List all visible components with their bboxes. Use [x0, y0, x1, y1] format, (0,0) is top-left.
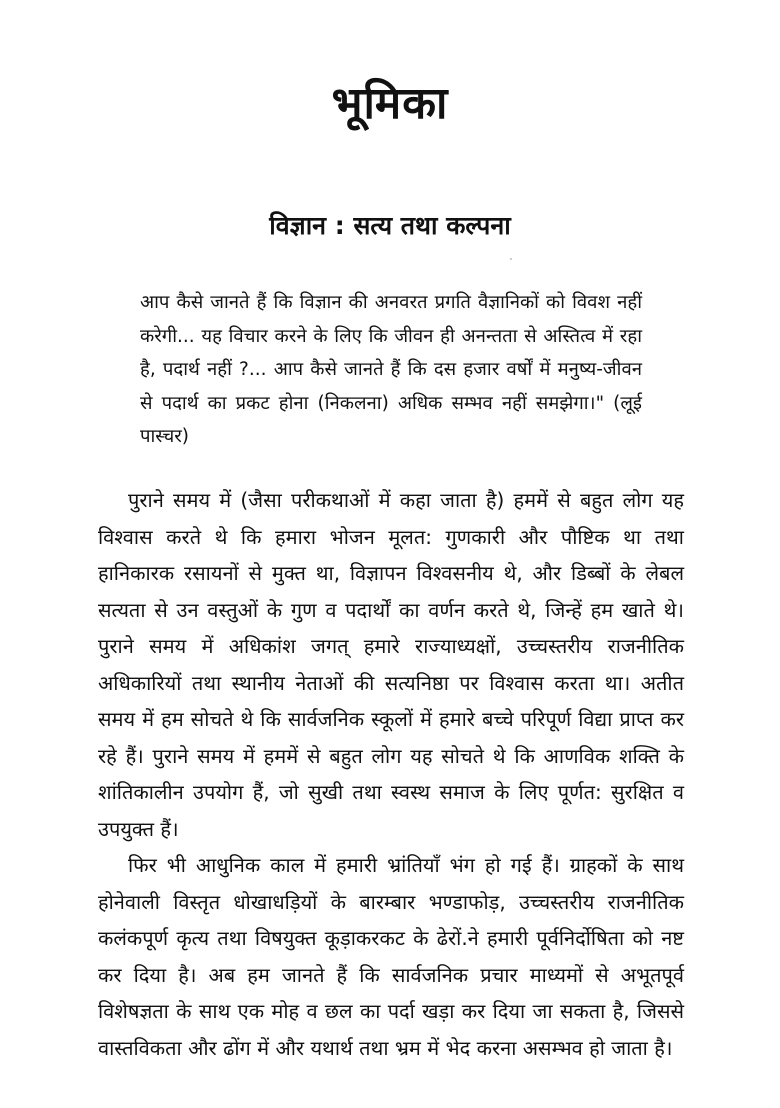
section-subtitle: विज्ञान : सत्य तथा कल्पना	[269, 211, 511, 240]
print-speck	[510, 258, 512, 260]
body-text	[98, 482, 684, 1066]
epigraph-quote	[140, 286, 642, 454]
paragraph-1: पुराने समय में (जैसा परीकथाओं में कहा जाता है) हममें से बहुत लोग यह विश्वास करते थे कि हमारा भोजन मूलत: गुणकारी और पौष्टिक था तथा हानिकारक रसायनों से मुक्त था, विज्ञापन विश्वसनीय थे, और डिब्बों के लेबल सत्यता से उन वस्तुओं के गुण व पदार्थों का वर्णन करते थे, जिन्हें हम खाते थे। पुराने समय में अधिकांश जगत् हमारे राज्याध्यक्षों, उच्चस्तरीय राजनीतिक अधिकारियों तथा स्थानीय नेताओं की सत्यनिष्ठा पर विश्वास करता था। अतीत समय में हम सोचते थे कि सार्वजनिक स्कूलों में हमारे बच्चे परिपूर्ण विद्या प्राप्त कर रहे हैं। पुराने समय में हममें से बहुत लोग यह सोचते थे कि आणविक शक्ति के शांतिकालीन उपयोग हैं, जो सुखी तथा स्वस्थ समाज के लिए पूर्णत: सुरक्षित व उपयुक्त हैं।	[98, 488, 684, 841]
paragraph-2: फिर भी आधुनिक काल में हमारी भ्रांतियाँ भंग हो गई हैं। ग्राहकों के साथ होनेवाली विस्तृत धोखाधड़ियों के बारम्बार भण्डाफोड़, उच्चस्तरीय राजनीतिक कलंकपूर्ण कृत्य तथा विषयुक्त कूड़ाकरकट के ढेरों.ने हमारी पूर्वनिर्दोषिता को नष्ट कर दिया है। अब हम जानते हैं कि सार्वजनिक प्रचार माध्यमों से अभूतपूर्व विशेषज्ञता के साथ एक मोह व छल का पर्दा खड़ा कर दिया जा सकता है, जिससे वास्तविकता और ढोंग में और यथार्थ तथा भ्रम में भेद करना असम्भव हो जाता है।	[98, 853, 684, 1060]
quote-text: आप कैसे जानते हैं कि विज्ञान की अनवरत प्रगति वैज्ञानिकों को विवश नहीं करेगी... यह विचार करने के लिए कि जीवन ही अनन्तता से अस्तित्व में रहा है, पदार्थ नहीं ?... आप कैसे जानते हैं कि दस हजार वर्षों में मनुष्य-जीवन से पदार्थ का प्रकट होना (निकलना) अधिक सम्भव नहीं समझेगा।" (लूई पास्चर)	[140, 292, 642, 447]
page-title: भूमिका	[331, 78, 449, 129]
